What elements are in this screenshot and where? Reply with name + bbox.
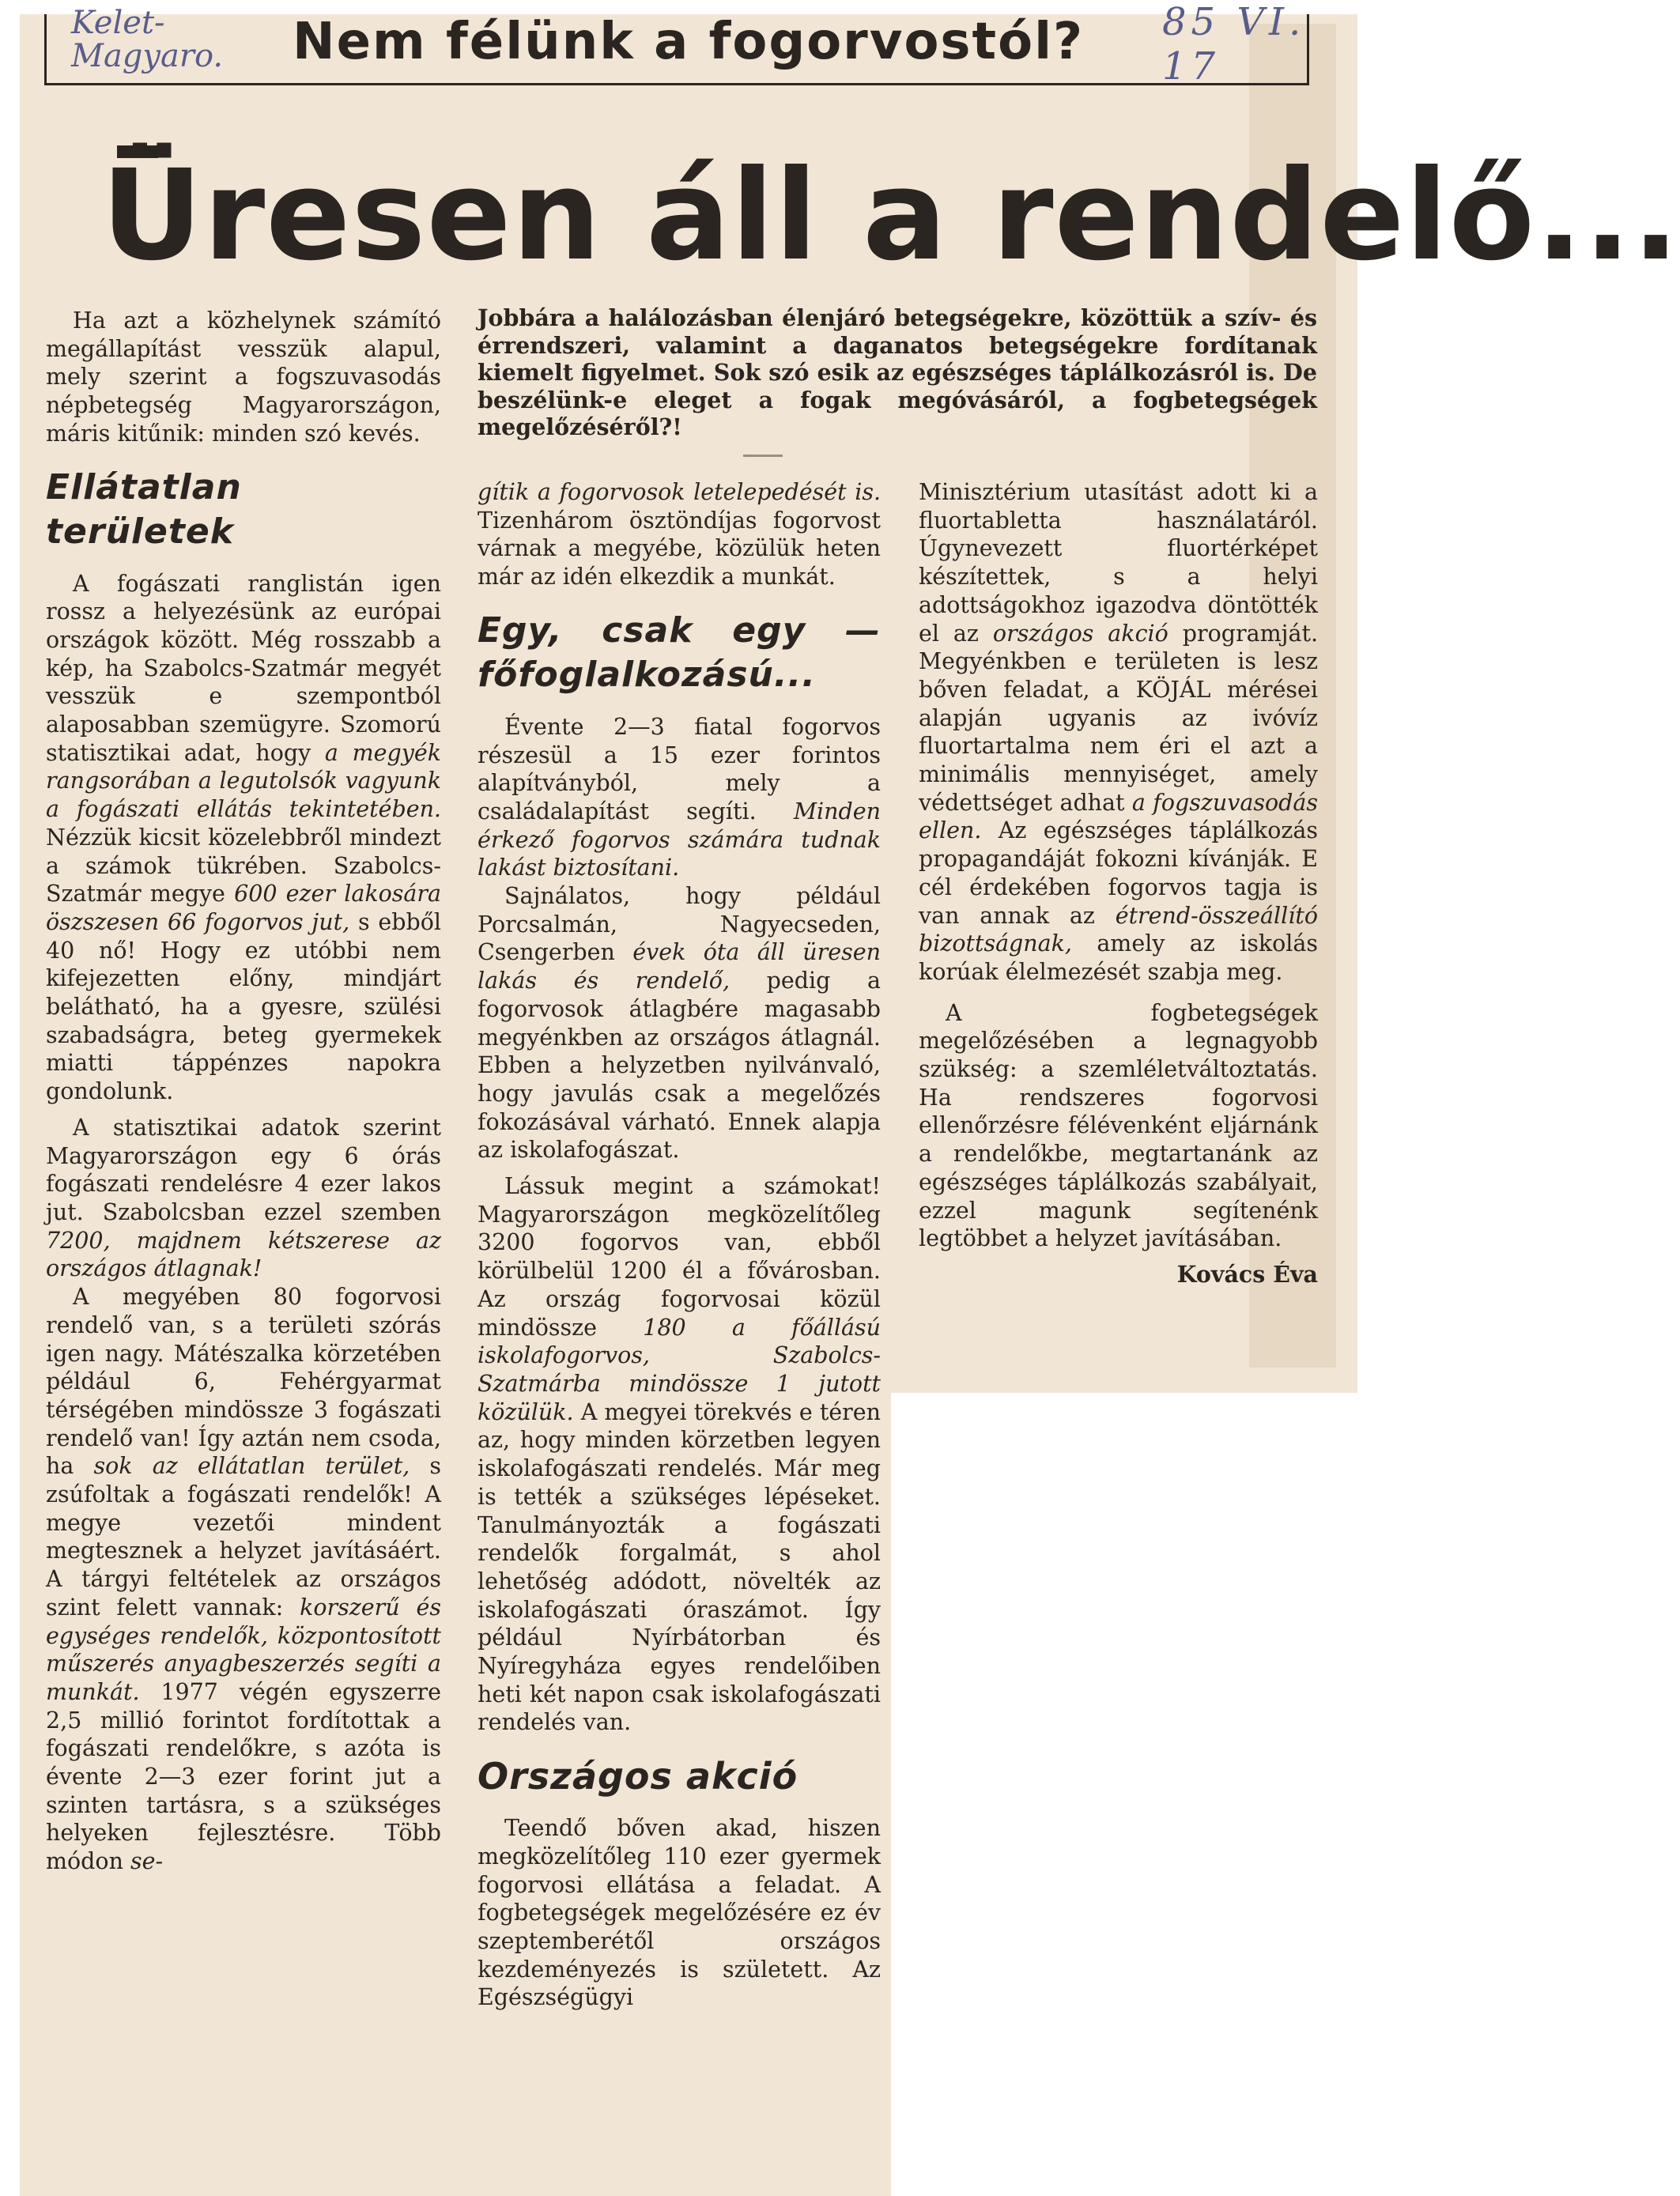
subhead-egy-csak-egy: Egy, csak egy — főfoglalkozású...	[478, 609, 881, 695]
lead-paragraph: Jobbára a halálozásban élenjáró betegségekre, közöttük a szív- és érrendszeri, valamint a daganatos betegségekre fordítanak kiemelt figyelmet. Sok szó esik az egészséges táplálkozásról is. De beszélünk-e eleget a fogak megóvásáról, a fogbetegségek megelőzéséről?!	[478, 304, 1317, 440]
subhead-ellatatlan: Ellátatlan területek	[46, 466, 242, 552]
paragraph: gítik a fogorvosok letelepedését is. Tizenhárom ösztöndíjas fogorvost várnak a megyébe, közülük heten már az idén elkezdik a munkát.	[478, 479, 881, 591]
paragraph: Sajnálatos, hogy például Porcsalmán, Nagyecseden, Csengerben évek óta áll üresen lakás és rendelő, pedig a fogorvosok átlagbére magasabb megyénkben az országos átlagnál. Ebben a helyzetben nyilvánvaló, hogy javulás csak a megelőzés fokozásával várható. Ennek alapja az iskolafogászat.	[478, 883, 881, 1164]
subhead-orszagos-akcio: Országos akció	[478, 1755, 798, 1798]
paragraph: Teendő bőven akad, hiszen megközelítőleg 110 ezer gyermek fogorvosi ellátása a feladat. A fogbetegségek megelőzésére ez év szeptemberétől országos kezdeményezés is született. Az Egészségügyi	[478, 1815, 881, 2011]
column-3	[919, 478, 1318, 1289]
handwritten-source-note: Kelet-Magyaro.	[71, 5, 224, 74]
paragraph: A fogászati ranglistán igen rossz a helyezésünk az európai országok között. Még rosszabb a kép, ha Szabolcs-Szatmár megyét vesszük e szempontból alaposabban szemügyre. Szomorú statisztikai adat, hogy a megyék rangsorában a legutolsók vagyunk a fogászati ellátás tekintetében. Nézzük kicsit közelebbről mindezt a számok tükrében. Szabolcs-Szatmár megye 600 ezer lakosára öszszesen 66 fogorvos jut, s ebből 40 nő! Hogy ez utóbbi nem kifejezetten előny, mindjárt belátható, ha a gyesre, szülési szabadságra, beteg gyermekek miatti táppénzes napokra gondolunk.	[46, 570, 442, 1105]
lead-divider	[743, 455, 783, 457]
article-title: Üresen áll a rendelő...	[101, 143, 1680, 289]
paragraph: A fogbetegségek megelőzésében a legnagyobb szükség: a szemléletváltoztatás. Ha rendszeres fogorvosi ellenőrzésre félévenként eljárnánk a rendelőkbe, megtartanánk az egészséges táplálkozás szabályait, ezzel magunk segítenénk legtöbbet a helyzet javításában.	[919, 999, 1318, 1252]
paragraph: Lássuk megint a számokat! Magyarországon megközelítőleg 3200 fogorvos van, ebből körülbelül 1200 él a fővárosban. Az ország fogorvosai közül mindössze 180 a főállású iskolafogorvos, Szabolcs-Szatmárba mindössze 1 jutott közülük. A megyei törekvés e téren az, hogy minden körzetben legyen iskolafogászati rendelés. Már meg is tették a szükséges lépéseket. Tanulmányozták a fogászati rendelők forgalmát, s ahol lehetőség adódott, növelték az iskolafogászati óraszámot. Így például Nyírbátorban és Nyíregyháza egyes rendelőiben heti két napon csak iskolafogászati rendelés van.	[478, 1173, 881, 1736]
paragraph: A megyében 80 fogorvosi rendelő van, s a területi szórás igen nagy. Mátészalka körzetében például 6, Fehérgyarmat térségében mindösszе 3 fogászati rendelő van! Így aztán nem csoda, ha sok az ellátatlan terület, s zsúfoltak a fogászati rendelők! A megye vezetői mindent megtesznek a helyzet javításáért. A tárgyi feltételek az országos szint felett vannak: korszerű és egységes rendelők, központosított műszerés anyagbeszerzés segíti a munkát. 1977 végén egyszerre 2,5 millió forintot fordítottak a fogászati rendelőkre, s azóta is évente 2—3 ezer forint jut a szinten tartásra, s a szükséges helyeken fejlesztésre. Több módon se-	[46, 1284, 442, 1875]
paragraph: A statisztikai adatok szerint Magyarországon egy 6 órás fogászati rendelésre 4 ezer lakos jut. Szabolcsban ezzel szemben 7200, majdnem kétszerese az országos átlagnak!	[46, 1114, 441, 1282]
column-1	[46, 307, 441, 1876]
column-2	[478, 478, 881, 2012]
kicker-headline: Nem félünk a fogorvostól?	[293, 13, 1085, 71]
paragraph: Minisztérium utasítást adott ki a fluortabletta használatáról. Úgynevezett fluortérképet készítettek, s a helyi adottságokhoz igazodva döntötték el az országos akció programját. Megyénkben e területen is lesz bőven feladat, a KÖJÁL mérései alapján ugyanis az ivóvíz fluortartalma nem éri el azt a minimális mennyiséget, amely védettséget adhat a fogszuvasodás ellen. Az egészséges táplálkozás propagandáját fokozni kívánják. E cél érdekében fogorvos tagja is van annak az étrend-összeállító bizottságnak, amely az iskolás korúak élelmezését szabja meg.	[919, 479, 1319, 985]
handwritten-date-note: 85 VI. 17	[1162, 0, 1306, 89]
intro-paragraph: Ha azt a közhelynek számító megállapítást vesszük alapul, mely szerint a fogszuvasodás népbetegség Magyarországon, máris kitűnik: minden szó kevés.	[46, 308, 441, 447]
paragraph: Évente 2—3 fiatal fogorvos részesül a 15 ezer forintos alapítványból, mely a családalapítást segíti. Minden érkező fogorvos számára tudnak lakást biztosítani.	[478, 713, 881, 881]
author-byline: Kovács Éva	[1176, 1260, 1318, 1288]
